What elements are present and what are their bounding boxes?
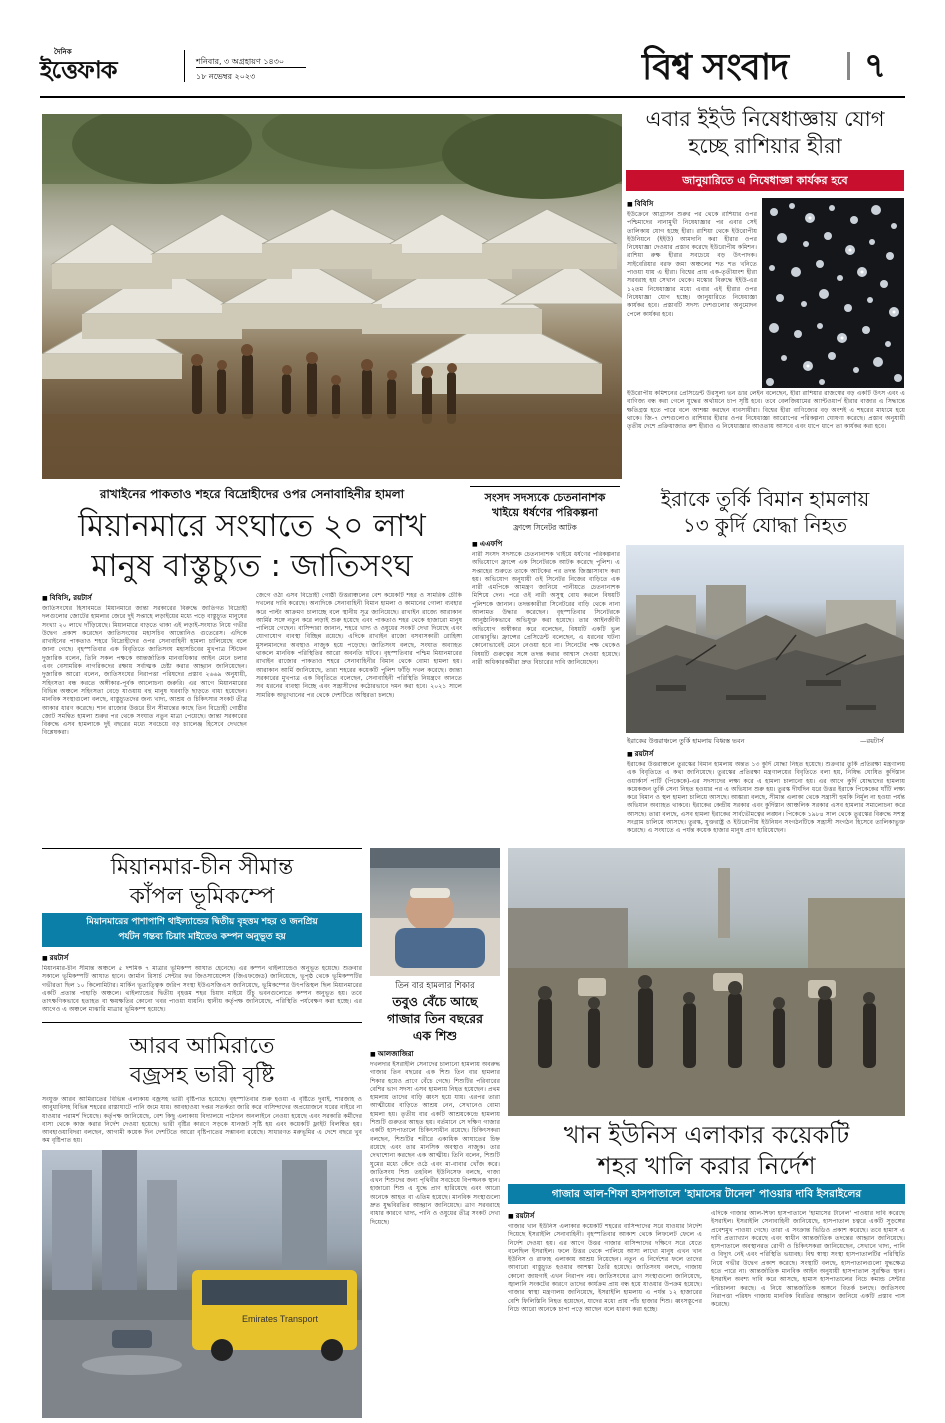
khanyounis-subhead: গাজার আল-শিফা হাসপাতালে 'হামাসের টানেল' পাওয়ার দাবি ইসরাইলের	[508, 1184, 905, 1204]
refugee-camp-photo	[42, 114, 622, 479]
gazachild-headline-line3: এক শিশু	[412, 1028, 458, 1043]
sweden-headline	[470, 490, 620, 520]
masthead-divider	[184, 50, 185, 82]
camp-illustration	[42, 114, 622, 479]
diamond-headline-line2: হচ্ছে রাশিয়ার হীরা	[688, 134, 842, 158]
sweden-headline-line2: খাইয়ে ধর্ষণের পরিকল্পনা	[491, 506, 599, 519]
diamonds-illustration	[762, 198, 904, 388]
iraq-headline	[626, 486, 904, 538]
diamond-body-full: ইউরোপীয় কমিশনের প্রেসিডেন্ট উরসুলা ভন ডার লেইন বলেছেন, হীরা রাশিয়ার রাজস্বের বড় একটি উৎস এবং এ বাণিজ্য বন্ধ করা গেলে যুদ্ধের অর্থায়নে চাপ সৃষ্টি হবে। তবে বেলজিয়ামের অ্যান্টওয়ার্প হীরার বাজার এ সিদ্ধান্তে ক্ষতিগ্রস্ত হতে পারে বলে আশঙ্কা করছেন ব্যবসায়ীরা। বিশ্বের হীরা বাণিজ্যের বড় অংশই এ শহরের মাধ্যমে হয়ে থাকে। জি-৭ দেশগুলোও রাশিয়ার হীরার ওপর নিষেধাজ্ঞা আরোপের পরিকল্পনা ঘোষণা করেছে। প্রস্তাব অনুযায়ী তৃতীয় দেশে প্রক্রিয়াজাত রুশ হীরাও এ নিষেধাজ্ঞার আওতায় আসবে এবং ধাপে ধাপে তা কার্যকর করা হবে।	[627, 390, 905, 431]
section-title: বিশ্ব সংবাদ	[642, 47, 789, 88]
sweden-top-rule	[470, 486, 620, 487]
khanyounis-photo	[508, 848, 905, 1116]
newspaper-logo	[40, 44, 180, 84]
uae-flood-photo	[42, 1150, 362, 1418]
iraq-headline-line2: ১৩ কুর্দি যোদ্ধা নিহত	[682, 513, 848, 537]
quake-subhead-line2: পর্যটন গন্তব্য চিয়াং মাইতেও কম্পন অনুভূত হয়	[118, 932, 286, 942]
khanyounis-headline	[508, 1120, 905, 1182]
diamond-col-text	[627, 198, 757, 386]
section-divider	[847, 52, 850, 80]
myanmar-body	[42, 592, 462, 842]
uae-headline-line2: বজ্রসহ ভারী বৃষ্টি	[129, 1063, 275, 1088]
quake-byline: ■ রয়টার্স	[42, 952, 362, 964]
diamond-headline-line1: এবার ইইউ নিষেধাজ্ঞায় যোগ	[645, 107, 885, 131]
sweden-body-text: নারী সংসদ সদস্যকে চেতনানাশক খাইয়ে ধর্ষণের পরিকল্পনার অভিযোগে ফ্রান্সে এক সিনেটরকে আটক করেছে পুলিশ। এ সপ্তাহের শুরুতে তাকে আটকের পর তদন্ত জিজ্ঞাসাবাদ করা হয়। অভিযোগ অনুযায়ী ওই সিনেটর নিজের বাড়িতে এক নারী এমপিকে আমন্ত্রণ জানিয়ে পানীয়তে চেতনানাশক মিশিয়ে দেন। পরে ওই নারী অসুস্থ বোধ করলে বিষয়টি পুলিশকে জানান। তদন্তকারীরা সিনেটরের বাড়ি থেকে নানা আলামত উদ্ধার করেছেন। বৃহস্পতিবার সিনেটরকে আনুষ্ঠানিকভাবে অভিযুক্ত করা হয়েছে। তার আইনজীবী অভিযোগ অস্বীকার করে বলেছেন, বিষয়টি একটি ভুল বোঝাবুঝি। ফ্রান্সের প্রেসিডেন্ট বলেছেন, এ ধরনের ঘটনা কোনোভাবেই মেনে নেওয়া হবে না। সিনেটের পক্ষ থেকেও বিষয়টি গুরুত্বের সঙ্গে তদন্ত করার আশ্বাস দেওয়া হয়েছে। নারী অধিকারকর্মীরা দ্রুত বিচারের দাবি জানিয়েছেন।	[472, 551, 620, 666]
masthead	[0, 0, 945, 100]
quake-headline-line2: কাঁপল ভূমিকম্পে	[129, 884, 275, 909]
logo-text: ইত্তেফাক	[40, 55, 117, 84]
gazachild-kicker: তিন বার হামলার শিকার	[395, 981, 475, 991]
myanmar-body-col1: জাতিসংঘের হিসাবমতে মিয়ানমারে জান্তা সরকারের বিরুদ্ধে জাতিগত বিদ্রোহী দলগুলোর জোটের হামলার জেরে দুই সপ্তাহে লড়াইয়ের মধ্যে পড়ে বাস্তুচ্যুত মানুষের সংখ্যা ২০ লাখে দাঁড়িয়েছে। মিয়ানমারে বাড়তে থাকা এই লড়াই-সংঘাত নিয়ে গভীর উদ্বেগ প্রকাশ করেছেন জাতিসংঘের মহাসচিব আন্তোনিও গুতেরেস। এদিকে রাখাইনের পাকতাও শহরে বিদ্রোহীদের ওপর সেনাবাহিনী হামলা চালিয়েছে বলে জানা গেছে। বৃহস্পতিবার এক বিবৃতিতে জাতিসংঘ মহাসচিবের মুখপাত্র স্টিফেন দুজারিক বলেন, তিনি সকল পক্ষকে আন্তর্জাতিক মানবাধিকার আইন মেনে চলার এবং বেসামরিক নাগরিকদের রক্ষায় সর্বাত্মক চেষ্টা করার আহ্বান জানিয়েছেন। দুজারিক আরো বলেন, জাতিসংঘের নিরাপত্তা পরিষদের প্রস্তাব ২৬৬৯ অনুযায়ী, সহিংসতা বন্ধ করতে অঙ্গীকার-পূর্বক আলোচনা জরুরি। এর আগে মিয়ানমারের বিভিন্ন অঞ্চলে সহিংসতা বেড়ে যাওয়ায় বহু মানুষ ঘরবাড়ি ছাড়তে বাধ্য হয়েছেন। মানবিক সংস্থাগুলো বলছে, বাস্তুচ্যুতদের জন্য খাদ্য, আশ্রয় ও চিকিৎসার সংকট তীব্র আকার ধারণ করেছে। শান রাজ্যের উত্তরে চীন সীমান্তের কাছে তিন বিদ্রোহী গোষ্ঠীর জোট সমন্বিত হামলা শুরুর পর থেকে সংঘাত নতুন মাত্রা পেয়েছে। জান্তা সরকারের বিরুদ্ধে এসব হামলাকে দুই বছরের মধ্যে সবচেয়ে বড় চ্যালেঞ্জ হিসেবে দেখছেন বিশ্লেষকরা।	[42, 605, 247, 737]
gazachild-body	[370, 1048, 500, 1418]
iraq-rubble-photo	[626, 545, 904, 733]
quake-body-text: মিয়ানমার-চীন সীমান্ত অঞ্চলে ৫ দশমিক ৭ মাত্রার ভূমিকম্প আঘাত হেনেছে। এর কম্পন থাইল্যান্ডেও অনুভূত হয়েছে। শুক্রবার সকালে ভূমিকম্পটি আঘাত হানে। জার্মান রিসার্চ সেন্টার ফর জিওসায়েন্সেস (জিএফজেড) জানিয়েছে, ভূপৃষ্ঠ থেকে ভূমিকম্পটির গভীরতা ছিল ১০ কিলোমিটার। মার্কিন ভূতাত্ত্বিক জরিপ সংস্থা ইউএসজিএস জানিয়েছে, ভূমিকম্পের উৎপত্তিস্থল ছিল মিয়ানমারের একটি প্রত্যন্ত পাহাড়ি অঞ্চলে। থাইল্যান্ডের দ্বিতীয় বৃহত্তম শহর চিয়াং মাইয়ে উঁচু ভবনগুলোতে কম্পন অনুভূত হয়। তবে তাৎক্ষণিকভাবে হতাহত বা ক্ষয়ক্ষতির কোনো খবর পাওয়া যায়নি। স্থানীয় কর্তৃপক্ষ জানিয়েছে, পরিস্থিতি পর্যবেক্ষণ করা হচ্ছে। এর আগেও এ অঞ্চলে মাঝারি মাত্রার ভূমিকম্প হয়েছে।	[42, 965, 362, 1014]
gaza-child-photo	[370, 848, 500, 976]
khanyounis-body-col2: এদিকে গাজার আল-শিফা হাসপাতালে 'হামাসের টানেল' পাওয়ার দাবি করেছে ইসরাইল। ইসরাইলি সেনাবাহিনী জানিয়েছে, হাসপাতাল চত্বরে একটি সুড়ঙ্গের প্রবেশমুখ পাওয়া গেছে। তারা এ সংক্রান্ত ভিডিও প্রকাশ করেছে। তবে হামাস এ দাবি প্রত্যাখ্যান করেছে এবং স্বাধীন আন্তর্জাতিক তদন্তের আহ্বান জানিয়েছে। হাসপাতালে অবস্থানরত রোগী ও চিকিৎসকরা জানিয়েছেন, সেখানে খাদ্য, পানি ও বিদ্যুৎ নেই এবং পরিস্থিতি ভয়াবহ। বিশ্ব স্বাস্থ্য সংস্থা হাসপাতালটির পরিস্থিতি নিয়ে গভীর উদ্বেগ প্রকাশ করেছে। সংস্থাটি বলছে, হাসপাতালগুলো যুদ্ধক্ষেত্র হতে পারে না। আন্তর্জাতিক মানবিক আইন অনুযায়ী হাসপাতাল সুরক্ষিত স্থান। ইসরাইল অবশ্য দাবি করে আসছে, হামাস হাসপাতালের নিচে কমান্ড সেন্টার পরিচালনা করছে। এ নিয়ে আন্তর্জাতিক অঙ্গনে বিতর্ক চলছে। জাতিসংঘ নিরাপত্তা পরিষদ গাজায় মানবিক বিরতির আহ্বান জানিয়ে একটি প্রস্তাব পাস করেছে।	[711, 1210, 905, 1309]
iraq-photo-caption: ইরাকের উত্তরাঞ্চলে তুর্কি হামলায় বিধ্বস্ত ভবন	[627, 737, 745, 745]
myanmar-kicker: রাখাইনের পাকতাও শহরে বিদ্রোহীদের ওপর সেনাবাহিনীর হামলা	[99, 487, 405, 501]
uae-headline	[42, 1032, 362, 1090]
gazachild-headline	[370, 993, 500, 1044]
gazachild-body-text: দখলদার ইসরাইলি সেনাদের চালানো হামলায় অবরুদ্ধ গাজার তিন বছরের এক শিশু তিন বার হামলার শিকার হয়েও প্রাণে বেঁচে গেছে। শিশুটির পরিবারের বেশির ভাগ সদস্য এসব হামলায় নিহত হয়েছেন। প্রথম হামলায় তাদের বাড়ি ধ্বংস হয়ে যায়। এরপর তারা আত্মীয়ের বাড়িতে আশ্রয় নেন, সেখানেও বোমা হামলা হয়। তৃতীয় বার একটি আশ্রয়কেন্দ্রে হামলায় শিশুটি গুরুতর আহত হয়। বর্তমানে সে দক্ষিণ গাজার একটি হাসপাতালে চিকিৎসাধীন রয়েছে। চিকিৎসকরা বলছেন, শিশুটির শরীরে একাধিক আঘাতের চিহ্ন রয়েছে এবং তার মানসিক অবস্থাও নাজুক। তার দেখাশোনা করছেন এক আত্মীয়। তিনি বলেন, শিশুটি ঘুমের মধ্যে কেঁদে ওঠে এবং মা-বাবার খোঁজ করে। জাতিসংঘ শিশু তহবিল ইউনিসেফ বলছে, গাজা এখন শিশুদের জন্য পৃথিবীর সবচেয়ে বিপজ্জনক স্থান। হাজারো শিশু এ যুদ্ধে প্রাণ হারিয়েছে এবং আরো অনেকে আহত বা এতিম হয়েছে। মানবিক সংস্থাগুলো দ্রুত যুদ্ধবিরতির আহ্বান জানিয়েছে। ত্রাণ সরবরাহে বাধার কারণে খাদ্য, পানি ও ওষুধের তীব্র সংকট দেখা দিয়েছে।	[370, 1061, 500, 1226]
iraq-body	[627, 748, 905, 840]
quake-subhead-line1: মিয়ানমারের পাশাপাশি থাইল্যান্ডের দ্বিতীয় বৃহত্তম শহর ও জনপ্রিয়	[86, 917, 318, 927]
logo-small-text: দৈনিক	[54, 48, 72, 56]
iraq-body-text: ইরাকের উত্তরাঞ্চলে তুরস্কের বিমান হামলায় অন্তত ১৩ কুর্দি যোদ্ধা নিহত হয়েছে। শুক্রবার তুর্কি প্রতিরক্ষা মন্ত্রণালয় এক বিবৃতিতে এ কথা জানিয়েছে। তুরস্কের প্রতিরক্ষা মন্ত্রণালয়ের বিবৃতিতে বলা হয়, নিষিদ্ধ ঘোষিত কুর্দিস্তান ওয়ার্কার্স পার্টি (পিকেকে)-এর সদস্যদের লক্ষ্য করে এ হামলা চালানো হয়। এর আগে কুর্দি যোদ্ধাদের হামলায় কয়েকজন তুর্কি সেনা নিহত হওয়ার পর এ অভিযান শুরু হয়। তুরস্ক দীর্ঘদিন ধরে উত্তর ইরাকে পিকেকের ঘাঁটি লক্ষ্য করে বিমান ও স্থল হামলা চালিয়ে আসছে। আঙ্কারা বলছে, সীমান্ত এলাকা থেকে সন্ত্রাসী হুমকি নির্মূল না হওয়া পর্যন্ত অভিযান অব্যাহত থাকবে। ইরাকের কেন্দ্রীয় সরকার এবং কুর্দিস্তান আঞ্চলিক সরকার এসব হামলার সমালোচনা করে আসছে। তারা বলছে, এসব হামলা ইরাকের সার্বভৌমত্বের লঙ্ঘন। পিকেকে ১৯৮৪ সাল থেকে তুরস্কের বিরুদ্ধে সশস্ত্র সংগ্রাম চালিয়ে আসছে। তুরস্ক, যুক্তরাষ্ট্র ও ইউরোপীয় ইউনিয়ন সংগঠনটিকে সন্ত্রাসী সংগঠন হিসেবে তালিকাভুক্ত করেছে। এ সংঘাতে এ পর্যন্ত কয়েক হাজার মানুষ প্রাণ হারিয়েছেন।	[627, 761, 905, 835]
iraq-photo-credit: —রয়টার্স	[860, 737, 884, 745]
myanmar-byline: ■ বিবিসি, রয়টার্স	[42, 592, 247, 604]
diamonds-photo	[762, 198, 904, 388]
date-rule	[196, 67, 306, 68]
sweden-byline: ■ এএফপি	[472, 538, 620, 550]
sweden-headline-line1: সংসদ সদস্যকে চেতনানাশক	[484, 491, 606, 504]
myanmar-headline-line1: মিয়ানমারে সংঘাতে ২০ লাখ	[78, 508, 426, 544]
myanmar-headline-line2: মানুষ বাস্তুচ্যুত : জাতিসংঘ	[91, 548, 413, 584]
khanyounis-body-col1: গাজার খান ইউনিস এলাকার কয়েকটি শহরের বাসিন্দাদের সরে যাওয়ার নির্দেশ দিয়েছে ইসরাইলি সেনাবাহিনী। বৃহস্পতিবার আকাশ থেকে লিফলেট ফেলে এ নির্দেশ দেওয়া হয়। এর আগে উত্তর গাজার বাসিন্দাদের দক্ষিণে সরে যেতে বলেছিল ইসরাইল। ফলে উত্তর থেকে পালিয়ে আসা লাখো মানুষ এখন খান ইউনিস ও রাফাহ এলাকায় আশ্রয় নিয়েছেন। নতুন এ নির্দেশের ফলে তাদের আবারো বাস্তুচ্যুত হওয়ার আশঙ্কা তৈরি হয়েছে। জাতিসংঘ বলছে, গাজায় কোনো জায়গাই এখন নিরাপদ নয়। জাতিসংঘের ত্রাণ সংস্থাগুলো জানিয়েছে, জ্বালানি সংকটের কারণে তাদের কার্যক্রম প্রায় বন্ধ হয়ে যাওয়ার উপক্রম হয়েছে। গাজার স্বাস্থ্য মন্ত্রণালয় জানিয়েছে, ইসরাইলি হামলায় এ পর্যন্ত ১২ হাজারের বেশি ফিলিস্তিনি নিহত হয়েছেন, যাদের মধ্যে প্রায় পাঁচ হাজার শিশু। ধ্বংসস্তূপের নিচে আরো অনেকে চাপা পড়ে আছেন বলে ধারণা করা হচ্ছে।	[508, 1223, 702, 1313]
khanyounis-byline: ■ রয়টার্স	[508, 1210, 702, 1222]
khanyounis-body	[508, 1210, 905, 1418]
page-number: ৭	[864, 46, 887, 86]
gazachild-headline-line1: তবুও বেঁচে আছে	[392, 994, 478, 1009]
myanmar-headline	[42, 506, 462, 586]
khanyounis-headline-line1: খান ইউনিস এলাকার কয়েকটি	[563, 1121, 850, 1149]
sweden-body	[472, 538, 620, 838]
issue-date-en: ১৮ নভেম্বর ২০২৩	[196, 72, 256, 81]
bus	[192, 1270, 357, 1361]
uae-top-rule	[42, 1022, 362, 1023]
myanmar-body-col2: জেগে ওঠা এসব বিদ্রোহী গোষ্ঠী উত্তরাঞ্চলের বেশ কয়েকটি শহর ও সামরিক চৌকি দখলের দাবি করেছে। অন্যদিকে সেনাবাহিনী বিমান হামলা ও কামানের গোলা ব্যবহার করে পাল্টা আক্রমণ চালাচ্ছে বলে স্থানীয় সূত্র জানিয়েছে। রাখাইন রাজ্যে আরাকান আর্মির সঙ্গে নতুন করে লড়াই শুরু হয়েছে এবং পাকতাও শহর থেকে হাজারো মানুষ পালিয়ে গেছেন। বাসিন্দারা জানান, শহরে খাদ্য ও ওষুধের সংকট দেখা দিয়েছে এবং যোগাযোগ ব্যবস্থা বিচ্ছিন্ন রয়েছে। এদিকে রাখাইন রাজ্যে বসবাসকারী রোহিঙ্গা মুসলমানদের অবস্থাও নাজুক হয়ে পড়েছে। জাতিসংঘ বলছে, সংঘাত অব্যাহত থাকলে মানবিক পরিস্থিতির আরো অবনতি ঘটবে। বৃহস্পতিবার পশ্চিম মিয়ানমারের রাখাইন রাজ্যের পাকতাও শহরে সেনাবাহিনীর বিমান থেকে বোমা হামলা হয়। আরাকান আর্মি জানিয়েছে, তারা শহরের কয়েকটি পুলিশ ফাঁড়ি দখল করেছে। জান্তা সরকারের মুখপাত্র এক বিবৃতিতে বলেছেন, সেনাবাহিনী পরিস্থিতি নিয়ন্ত্রণে আনতে সব ধরনের ব্যবস্থা নিচ্ছে এবং সন্ত্রাসীদের কঠোরভাবে দমন করা হবে। ২০২১ সালে সামরিক অভ্যুত্থানের পর থেকে দেশটিতে অস্থিরতা চলছে।	[256, 592, 462, 699]
khanyounis-headline-line2: শহর খালি করার নির্দেশ	[597, 1152, 816, 1180]
uae-headline-line1: আরব আমিরাতে	[129, 1034, 275, 1059]
diamond-subhead: জানুয়ারিতে এ নিষেধাজ্ঞা কার্যকর হবে	[626, 170, 904, 191]
quake-body	[42, 952, 362, 1016]
diamond-byline: ■ বিবিসি	[627, 198, 757, 210]
flood-illustration	[42, 1150, 362, 1418]
quake-top-rule	[42, 848, 362, 849]
bus-label: Emirates Transport	[242, 1314, 319, 1324]
iraq-byline: ■ রয়টার্স	[627, 748, 905, 760]
child-illustration	[370, 848, 500, 976]
uae-body-text: সংযুক্ত আরব আমিরাতের বিভিন্ন এলাকায় বজ্রসহ ভারী বৃষ্টিপাত হয়েছে। বৃহস্পতিবার শুরু হওয়া এ বৃষ্টিতে দুবাই, শারজাহ ও আবুধাবিসহ বিভিন্ন শহরের রাস্তাঘাটে পানি জমে যায়। আবহাওয়া দপ্তর সতর্কতা জারি করে বাসিন্দাদের অপ্রয়োজনে ঘরের বাইরে না যাওয়ার পরামর্শ দিয়েছে। কর্তৃপক্ষ জানিয়েছে, বেশ কিছু এলাকায় বিদ্যালয়ে পাঠদান অনলাইনে নেওয়া হয়েছে এবং সরকারি কর্মীদের বাসা থেকে কাজ করার নির্দেশ দেওয়া হয়েছে। ভারী বৃষ্টির কারণে সড়কে যানজট সৃষ্টি হয় এবং কয়েকটি ফ্লাইট বিলম্বিত হয়। আবহাওয়াবিদরা বলছেন, আগামী কয়েক দিন দেশটিতে আরো বৃষ্টিপাতের সম্ভাবনা রয়েছে। সাধারণত মরুভূমির এ দেশে বছরে খুব কম বৃষ্টিপাত হয়।	[42, 1096, 362, 1145]
quake-headline-line1: মিয়ানমার-চীন সীমান্ত	[110, 855, 294, 880]
gazachild-headline-line2: গাজার তিন বছরের	[387, 1011, 483, 1026]
rubble-illustration	[626, 545, 904, 733]
diamond-body-col1: ইউক্রেনে আগ্রাসন শুরুর পর থেকে রাশিয়ার ওপর পশ্চিমাদের নানামুখী নিষেধাজ্ঞার পর এবার সেই তালিকায় যোগ হচ্ছে হীরা। রাশিয়া থেকে ইউরোপীয় ইউনিয়নে (ইইউ) আমদানি করা হীরার ওপর নিষেধাজ্ঞা দেওয়ার প্রস্তাব করেছে ইউরোপীয় কমিশন। রাশিয়া রুক্ষ হীরার সবচেয়ে বড় উৎপাদক। সাইবেরিয়ার বরফ জমা অঞ্চলের শত শত খনিতে পাওয়া যায় এ হীরা। বিশ্বের প্রায় এক-তৃতীয়াংশ হীরা সরবরাহ হয় সেখান থেকে। মস্কোর বিরুদ্ধে ইইউ-এর ১২তম নিষেধাজ্ঞার মধ্যে এবার এই হীরার ওপর নিষেধাজ্ঞা যোগ হচ্ছে। জানুয়ারিতে নিষেধাজ্ঞা কার্যকর হবে। প্রস্তাবটি সদস্য দেশগুলোর অনুমোদন পেলে কার্যকর হবে।	[627, 211, 757, 318]
quake-headline	[42, 853, 362, 911]
quake-subhead	[42, 913, 362, 947]
evacuation-illustration	[508, 848, 905, 1116]
iraq-headline-line1: ইরাকে তুর্কি বিমান হামলায়	[660, 487, 870, 511]
diamond-headline	[626, 106, 904, 160]
gazachild-byline: ■ আলজাজিরা	[370, 1048, 500, 1060]
masthead-bottom-rule	[40, 96, 905, 98]
issue-date: শনিবার, ৩ অগ্রহায়ণ ১৪৩০	[196, 57, 285, 66]
sweden-subhead: ফ্রান্সে সিনেটর আটক	[513, 523, 577, 532]
